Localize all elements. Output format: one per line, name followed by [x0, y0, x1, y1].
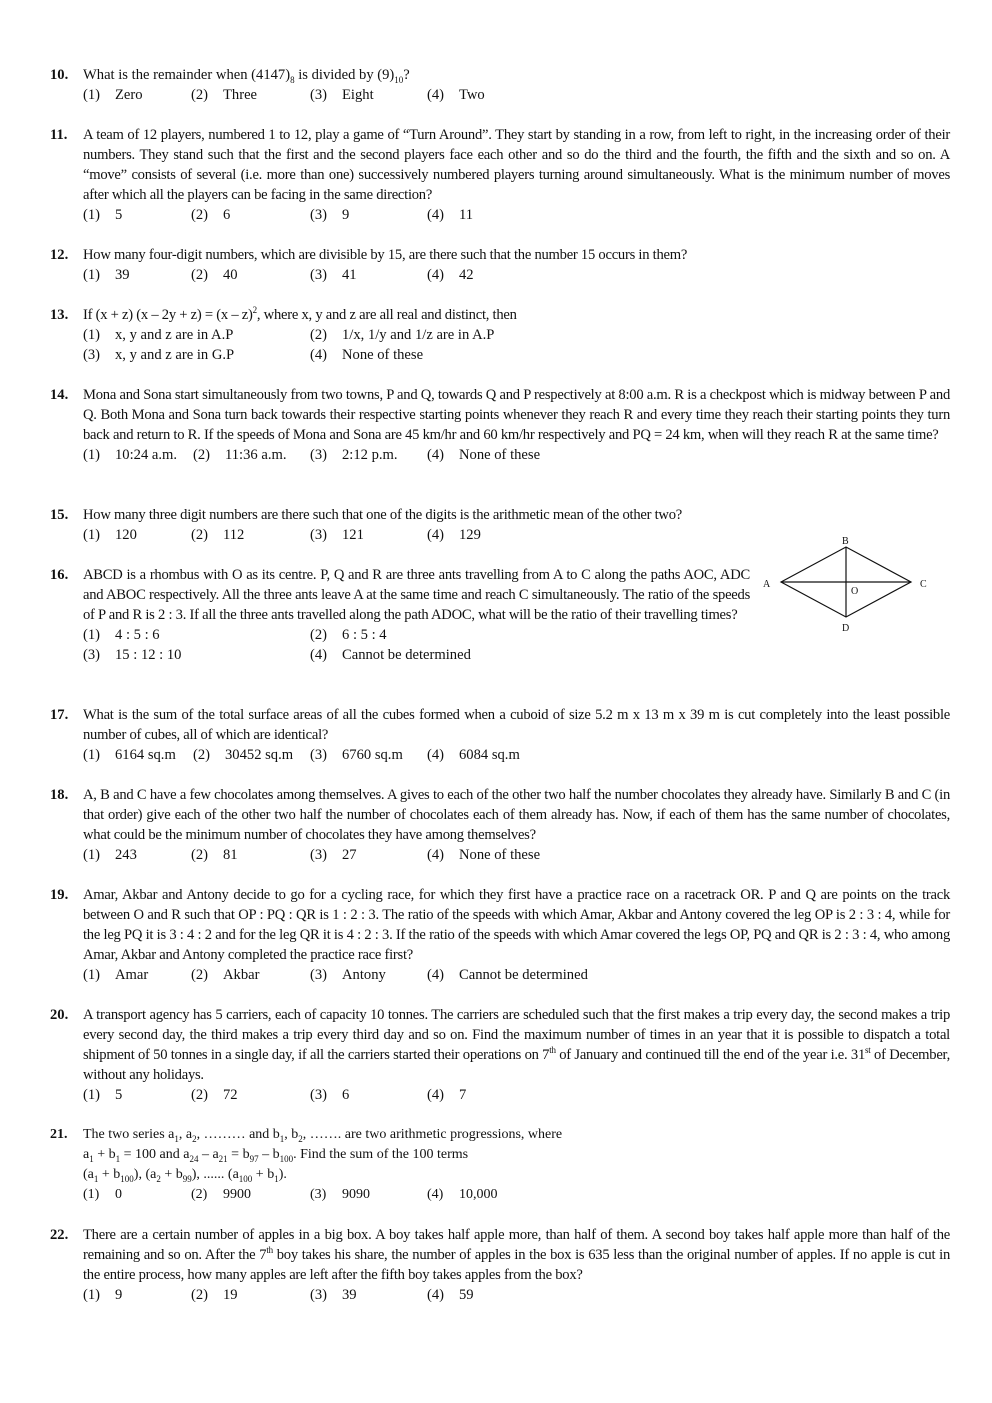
- question-text: There are a certain number of apples in a big box. A boy takes half apple more, than half of them. A second boy takes half apple more than half of the remaining and so on. After the 7th boy takes his share, the number of apples in the box is 635 less than the original number of apples. If no apple is cut in the entire process, how many apples are left after the fifth boy takes apples from the box?: [83, 1227, 950, 1283]
- option-3[interactable]: (3) 39: [310, 1287, 357, 1303]
- options: [83, 1085, 950, 1105]
- option-2[interactable]: (2) 112: [191, 527, 245, 543]
- vertex-label-a: A: [763, 579, 771, 590]
- options: [83, 265, 950, 285]
- question-number: 11.: [50, 127, 68, 143]
- question-18: [50, 785, 950, 865]
- question-text: What is the sum of the total surface areas of all the cubes formed when a cuboid of size 5.2 m x 13 m x 39 m is cut completely into the least possible number of cubes, all of which are identical?: [83, 707, 950, 743]
- options-row-1: [83, 625, 750, 645]
- option-3[interactable]: (3) 41: [310, 267, 357, 283]
- option-2[interactable]: (2) 11:36 a.m.: [193, 447, 287, 463]
- question-14: [50, 385, 950, 465]
- question-text-line-2: $a_1 + b_1 = 100$ and $a_{24} - a_{21} = b_{97} - b_{100}$. Find the sum of the 100 terms: [83, 1147, 469, 1164]
- option-3[interactable]: (3) 27: [310, 847, 357, 863]
- question-number: 20.: [50, 1007, 69, 1023]
- options-row-2: [83, 345, 950, 365]
- option-1[interactable]: (1) 5: [83, 207, 123, 223]
- option-3[interactable]: (3) 9090: [310, 1187, 370, 1202]
- question-text: How many four-digit numbers, which are divisible by 15, are there such that the number 15 occurs in them?: [83, 247, 688, 263]
- question-21: [50, 1125, 950, 1205]
- option-4[interactable]: (4) 59: [427, 1287, 474, 1303]
- option-2[interactable]: (2) 30452 sq.m: [193, 747, 294, 763]
- option-1[interactable]: (1) 10:24 a.m.: [83, 447, 178, 463]
- option-2[interactable]: (2) Three: [191, 87, 258, 103]
- options: [83, 1285, 950, 1305]
- option-1[interactable]: (1) 4 : 5 : 6: [83, 627, 160, 643]
- options: [83, 205, 950, 225]
- option-1[interactable]: (1) 9: [83, 1287, 123, 1303]
- options: [83, 1185, 950, 1205]
- question-number: 22.: [50, 1227, 69, 1243]
- question-12: [50, 245, 950, 285]
- options: [83, 965, 950, 985]
- options: [83, 845, 950, 865]
- option-1[interactable]: (1) 0: [83, 1187, 122, 1202]
- option-2[interactable]: (2) 81: [191, 847, 238, 863]
- option-3[interactable]: (3) 6760 sq.m: [310, 747, 403, 763]
- option-4[interactable]: (4) 10,000: [427, 1187, 498, 1202]
- option-4[interactable]: (4) None of these: [427, 847, 541, 863]
- option-1[interactable]: (1) 39: [83, 267, 130, 283]
- option-2[interactable]: (2) 19: [191, 1287, 238, 1303]
- option-4[interactable]: (4) 7: [427, 1087, 467, 1103]
- option-3[interactable]: (3) 15 : 12 : 10: [83, 647, 182, 663]
- option-2[interactable]: (2) 1/x, 1/y and 1/z are in A.P: [310, 327, 495, 343]
- option-1[interactable]: (1) 243: [83, 847, 137, 863]
- option-2[interactable]: (2) 6 : 5 : 4: [310, 627, 387, 643]
- option-3[interactable]: (3) x, y and z are in G.P: [83, 347, 235, 363]
- option-4[interactable]: (4) 6084 sq.m: [427, 747, 520, 763]
- options-row-2: [83, 645, 750, 665]
- option-1[interactable]: (1) 6164 sq.m: [83, 747, 176, 763]
- option-4[interactable]: (4) Cannot be determined: [427, 967, 588, 983]
- option-2[interactable]: (2) 40: [191, 267, 238, 283]
- question-number: 19.: [50, 887, 69, 903]
- options: [83, 85, 950, 105]
- option-4[interactable]: (4) 42: [427, 267, 474, 283]
- vertex-label-c: C: [920, 579, 927, 590]
- option-2[interactable]: (2) 9900: [191, 1187, 251, 1202]
- option-3[interactable]: (3) 2:12 p.m.: [310, 447, 398, 463]
- question-number: 16.: [50, 567, 69, 583]
- option-4[interactable]: (4) None of these: [427, 447, 541, 463]
- question-22: [50, 1225, 950, 1305]
- option-4[interactable]: (4) 129: [427, 527, 481, 543]
- options-row-1: [83, 325, 950, 345]
- option-4[interactable]: (4) Two: [427, 87, 485, 103]
- option-4[interactable]: (4) Cannot be determined: [310, 647, 471, 663]
- option-1[interactable]: (1) 5: [83, 1087, 123, 1103]
- option-2[interactable]: (2) Akbar: [191, 967, 260, 983]
- question-13: [50, 305, 950, 365]
- question-text: How many three digit numbers are there such that one of the digits is the arithmetic mean of the other two?: [83, 507, 682, 523]
- option-1[interactable]: (1) 120: [83, 527, 137, 543]
- question-number: 21.: [50, 1127, 68, 1142]
- vertex-label-b: B: [842, 536, 849, 547]
- option-3[interactable]: (3) Eight: [310, 87, 374, 103]
- option-3[interactable]: (3) 9: [310, 207, 350, 223]
- question-text: What is the remainder when $(4147)_8$ is divided by $(9)_{10}$?: [83, 67, 410, 85]
- question-text: Mona and Sona start simultaneously from two towns, P and Q, towards Q and P respectively at 8:00 a.m. R is a checkpost which is midway between P and Q. Both Mona and Sona turn back towards their respective starting points whenever they reach R and every time they reach their starting points they turn back and return to R. If the speeds of Mona and Sona are 45 km/hr and 60 km/hr respectively and PQ = 24 km, when will they reach R at the same time?: [83, 387, 950, 443]
- question-text: A, B and C have a few chocolates among themselves. A gives to each of the other two half the number chocolates they already have. Similarly B and C (in that order) give each of the other two half the number of chocolates each of them already has. Now, if each of them has the same number of chocolates, what could be the minimum number of chocolates they have among themselves?: [83, 787, 950, 843]
- option-4[interactable]: (4) None of these: [310, 347, 424, 363]
- question-number: 17.: [50, 707, 69, 723]
- option-1[interactable]: (1) x, y and z are in A.P: [83, 327, 234, 343]
- question-text-line-1: The two series $a_1$, $a_2$, ……… and $b_1$, $b_2$, ……. are two arithmetic progressions, where: [83, 1127, 563, 1144]
- question-text: A transport agency has 5 carriers, each of capacity 10 tonnes. The carriers are scheduled such that the first makes a trip every day, the second makes a trip every second day, the third makes a trip every third day and so on. Find the maximum number of times in an year that it is possible to dispatch a total shipment of 50 tonnes in a single day, if all the carriers started their operations on 7th of January and continued till the end of the year i.e. 31st of December, without any holidays.: [83, 1007, 950, 1083]
- rhombus-diagram: [750, 530, 950, 640]
- question-number: 18.: [50, 787, 69, 803]
- options: [83, 445, 950, 465]
- option-1[interactable]: (1) Zero: [83, 87, 143, 103]
- question-11: [50, 125, 950, 225]
- question-text: Amar, Akbar and Antony decide to go for a cycling race, for which they first have a practice race on a racetrack OR. P and Q are points on the track between O and R such that OP : PQ : QR is 1 : 2 : 3. The ratio of the speeds with which Amar, Akbar and Antony covered the leg OP is 2 : 3 : 4, while for the leg PQ it is 3 : 4 : 2 and for the leg QR it is 4 : 2 : 3. If the ratio of the speeds with which Amar covered the legs OP, PQ and QR is 2 : 3 : 4, who among Amar, Akbar and Antony completed the practice race first?: [83, 887, 950, 963]
- question-text: ABCD is a rhombus with O as its centre. P, Q and R are three ants travelling from A to C along the paths AOC, ADC and ABOC respectively. All the three ants leave A at the same time and reach C simultaneously. The ratio of the speeds of P and R is 2 : 3. If all the three ants travelled along the path ADOC, what will be the ratio of their travelling times?: [83, 567, 750, 623]
- question-10: [50, 65, 950, 105]
- option-2[interactable]: (2) 6: [191, 207, 231, 223]
- option-2[interactable]: (2) 72: [191, 1087, 238, 1103]
- question-16: [50, 565, 750, 665]
- options: [83, 745, 950, 765]
- question-number: 15.: [50, 507, 69, 523]
- question-number: 13.: [50, 307, 69, 323]
- option-3[interactable]: (3) Antony: [310, 967, 386, 983]
- question-number: 10.: [50, 67, 69, 83]
- question-text: A team of 12 players, numbered 1 to 12, play a game of “Turn Around”. They start by standing in a row, from left to right, in the increasing order of their numbers. They stand such that the first and the second players face each other and so do the third and the fourth, the fifth and the sixth and so on. A “move” consists of several (i.e. more than one) successively numbered players turning around simultaneously. What is the minimum number of moves after which all the players can be facing in the same direction?: [83, 127, 950, 203]
- option-3[interactable]: (3) 6: [310, 1087, 350, 1103]
- question-text-line-3: $(a_1 + b_{100})$, $(a_2 + b_{99})$, ...... $(a_{100} + b_1)$.: [83, 1167, 287, 1184]
- question-number: 14.: [50, 387, 69, 403]
- question-19: [50, 885, 950, 985]
- question-20: [50, 1005, 950, 1105]
- option-4[interactable]: (4) 11: [427, 207, 474, 223]
- option-1[interactable]: (1) Amar: [83, 967, 149, 983]
- option-3[interactable]: (3) 121: [310, 527, 364, 543]
- vertex-label-d: D: [842, 623, 850, 634]
- vertex-label-o: O: [851, 586, 859, 597]
- question-number: 12.: [50, 247, 69, 263]
- question-text: If (x + z) (x – 2y + z) = (x – z)$^2$, where x, y and z are all real and distinct, then: [83, 305, 517, 323]
- question-17: [50, 705, 950, 765]
